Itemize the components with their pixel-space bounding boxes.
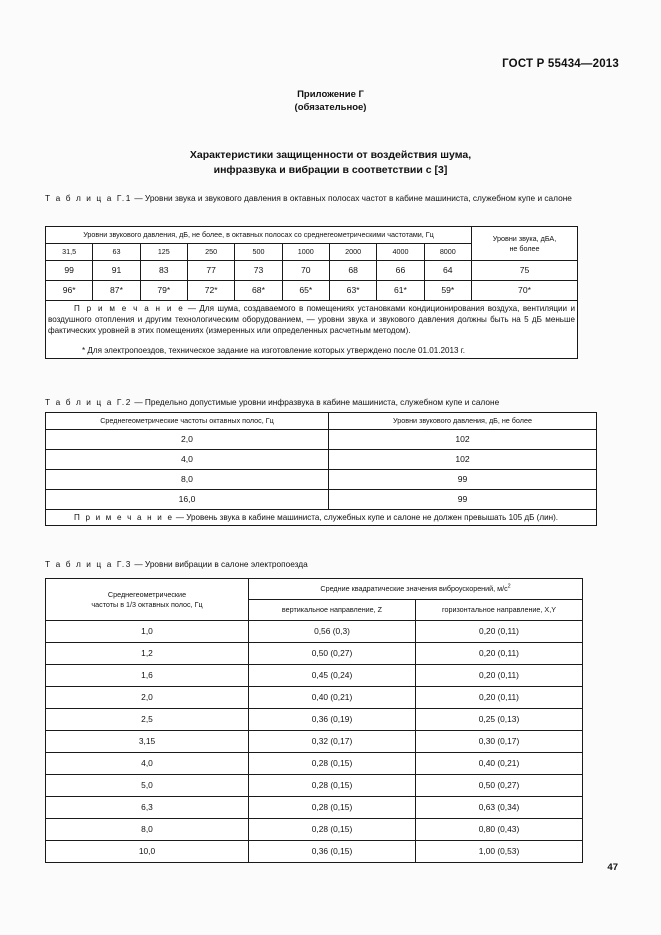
- annex-status: (обязательное): [294, 102, 367, 113]
- table-g3-caption-text: — Уровни вибрации в салоне электропоезда: [132, 559, 308, 569]
- table-g3-r9-horizontal: 0,80 (0,43): [416, 819, 583, 841]
- table-g3-col3-header: горизонтальное направление, X,Y: [416, 600, 583, 621]
- table-g3-r1-horizontal: 0,20 (0,11): [416, 643, 583, 665]
- table-g3-r4-vertical: 0,36 (0,19): [249, 709, 416, 731]
- annex-title: [60, 148, 601, 178]
- table-g1-sound-level-header-line-2: не более: [509, 243, 540, 253]
- table-g1-freq-250: 250: [187, 244, 234, 261]
- table-row: [46, 841, 583, 863]
- table-g1-r1-c4: 68*: [235, 281, 282, 301]
- table-row: [46, 709, 583, 731]
- table-g1-r0-c8: 64: [424, 261, 471, 281]
- table-g2-r1-frequency: 4,0: [46, 450, 329, 470]
- table-g1-caption-text: — Уровни звука и звукового давления в октавных полосах частот в кабине машиниста, служебном купе и салоне: [132, 193, 572, 203]
- table-g2: [45, 412, 597, 526]
- table-row: [46, 731, 583, 753]
- table-g3-header-row-1: [46, 579, 583, 600]
- table-g3-col1-header-line-1: Среднегеометрические: [107, 589, 187, 599]
- table-g3-r7-vertical: 0,28 (0,15): [249, 775, 416, 797]
- table-g2-header-row: [46, 413, 597, 430]
- table-g1-r1-c6: 63*: [329, 281, 376, 301]
- table-g1-sound-level-header-line-1: Уровни звука, дБА,: [492, 233, 557, 243]
- table-row: [46, 261, 578, 281]
- table-g3-r10-frequency: 10,0: [46, 841, 249, 863]
- table-g3-r2-horizontal: 0,20 (0,11): [416, 665, 583, 687]
- table-row: [46, 430, 597, 450]
- table-g3-r7-horizontal: 0,50 (0,27): [416, 775, 583, 797]
- table-g2-note-label: П р и м е ч а н и е: [74, 513, 174, 522]
- table-row: [46, 819, 583, 841]
- table-g3-r6-frequency: 4,0: [46, 753, 249, 775]
- table-g2-note-paragraph: [48, 512, 594, 523]
- table-g3-group-header: [249, 579, 583, 600]
- table-row: [46, 281, 578, 301]
- table-g1-r1-c7: 61*: [377, 281, 424, 301]
- table-g2-r1-level: 102: [329, 450, 597, 470]
- table-g1-r0-c1: 91: [93, 261, 140, 281]
- table-g2-caption-text: — Предельно допустимые уровни инфразвука в кабине машиниста, служебном купе и салоне: [132, 397, 500, 407]
- table-g2-r3-level: 99: [329, 490, 597, 510]
- table-g3-col1-header: [46, 579, 249, 621]
- table-g3-r2-vertical: 0,45 (0,24): [249, 665, 416, 687]
- table-g2-r0-frequency: 2,0: [46, 430, 329, 450]
- table-row: [46, 470, 597, 490]
- table-g1-r1-c1: 87*: [93, 281, 140, 301]
- table-g2-r2-level: 99: [329, 470, 597, 490]
- table-row: [46, 665, 583, 687]
- table-g1-r0-c0: 99: [46, 261, 93, 281]
- table-g3-r9-vertical: 0,28 (0,15): [249, 819, 416, 841]
- table-g3-r1-frequency: 1,2: [46, 643, 249, 665]
- table-row: [46, 797, 583, 819]
- table-g3-r8-frequency: 6,3: [46, 797, 249, 819]
- table-g1-r0-sound-level: 75: [472, 261, 578, 281]
- standard-number-header: ГОСТ Р 55434—2013: [502, 58, 619, 70]
- table-g2-r2-frequency: 8,0: [46, 470, 329, 490]
- table-row: [46, 450, 597, 470]
- table-g2-note: [46, 510, 597, 526]
- table-g1: [45, 226, 578, 359]
- table-g3-caption: [45, 558, 585, 571]
- annex-title-line-1: Характеристики защищенности от воздействия шума,: [189, 149, 472, 161]
- table-g1-freq-31-5: 31,5: [46, 244, 93, 261]
- table-row: [46, 643, 583, 665]
- table-g3-r3-vertical: 0,40 (0,21): [249, 687, 416, 709]
- annex-title-line-2: инфразвука и вибрации в соответствии с [3]: [213, 164, 448, 176]
- table-g3-r7-frequency: 5,0: [46, 775, 249, 797]
- table-g1-freq-63: 63: [93, 244, 140, 261]
- table-g1-sound-level-header: [472, 227, 578, 261]
- table-g3-r3-horizontal: 0,20 (0,11): [416, 687, 583, 709]
- table-g3-r4-frequency: 2,5: [46, 709, 249, 731]
- table-g1-note-row: [46, 301, 578, 359]
- table-g3-r5-horizontal: 0,30 (0,17): [416, 731, 583, 753]
- table-g1-r0-c4: 73: [235, 261, 282, 281]
- table-g3-r8-vertical: 0,28 (0,15): [249, 797, 416, 819]
- annex-label: Приложение Г: [297, 89, 364, 100]
- table-g3-r8-horizontal: 0,63 (0,34): [416, 797, 583, 819]
- table-g1-header-row-1: [46, 227, 578, 244]
- table-row: [46, 753, 583, 775]
- table-g1-r1-sound-level: 70*: [472, 281, 578, 301]
- table-g3-r1-vertical: 0,50 (0,27): [249, 643, 416, 665]
- table-g2-caption: [45, 396, 585, 409]
- table-g1-r1-c3: 72*: [187, 281, 234, 301]
- table-g3-r0-frequency: 1,0: [46, 621, 249, 643]
- table-g1-freq-2000: 2000: [329, 244, 376, 261]
- table-row: [46, 621, 583, 643]
- table-g3-r0-horizontal: 0,20 (0,11): [416, 621, 583, 643]
- table-g1-r0-c3: 77: [187, 261, 234, 281]
- table-g1-note-label: П р и м е ч а н и е: [74, 304, 185, 313]
- table-g1-r0-c7: 66: [377, 261, 424, 281]
- table-row: [46, 490, 597, 510]
- table-g3-r5-frequency: 3,15: [46, 731, 249, 753]
- table-g3-r2-frequency: 1,6: [46, 665, 249, 687]
- table-g3-r6-horizontal: 0,40 (0,21): [416, 753, 583, 775]
- table-g1-freq-1000: 1000: [282, 244, 329, 261]
- table-g1-r1-c5: 65*: [282, 281, 329, 301]
- table-g1-note-paragraph: [48, 303, 575, 336]
- table-g1-r0-c5: 70: [282, 261, 329, 281]
- table-g3-r0-vertical: 0,56 (0,3): [249, 621, 416, 643]
- table-g1-footnote: * Для электропоездов, техническое задание на изготовление которых утверждено после 01.01.2013 г.: [82, 346, 465, 355]
- table-row: [46, 687, 583, 709]
- table-g3-col2-header: вертикальное направление, Z: [249, 600, 416, 621]
- table-g3-r9-frequency: 8,0: [46, 819, 249, 841]
- table-g3-r3-frequency: 2,0: [46, 687, 249, 709]
- table-g3-r4-horizontal: 0,25 (0,13): [416, 709, 583, 731]
- table-g3-col1-header-line-2: частоты в 1/3 октавных полос, Гц: [91, 599, 203, 609]
- table-g3-caption-lead: Т а б л и ц а Г.3: [45, 559, 133, 569]
- page-number: 47: [607, 862, 618, 873]
- table-g1-r1-c8: 59*: [424, 281, 471, 301]
- table-g1-freq-125: 125: [140, 244, 187, 261]
- table-g3-r10-vertical: 0,36 (0,15): [249, 841, 416, 863]
- table-g2-col1-header: Среднегеометрические частоты октавных полос, Гц: [46, 413, 329, 430]
- table-g3-r10-horizontal: 1,00 (0,53): [416, 841, 583, 863]
- table-g2-r0-level: 102: [329, 430, 597, 450]
- table-g1-note: [46, 301, 578, 359]
- table-g1-freq-4000: 4000: [377, 244, 424, 261]
- annex-block: [0, 88, 661, 114]
- table-g1-note-text: — Для шума, создаваемого в помещениях установками кондиционирования воздуха, вентиляции и воздушного отопления и другим технологическим оборудованием, — уровни звука и звукового давления должны быть на 5 дБ меньше фактических уровней в этих помещениях (измеренных или определенных расчетным методом).: [48, 304, 576, 335]
- table-g1-group-header: Уровни звукового давления, дБ, не более, в октавных полосах со среднегеометрическими частотами, Гц: [46, 227, 472, 244]
- table-g3-r5-vertical: 0,32 (0,17): [249, 731, 416, 753]
- table-g1-r1-c0: 96*: [46, 281, 93, 301]
- table-g1-freq-500: 500: [235, 244, 282, 261]
- table-g3-group-header-text: Средние квадратические значения виброускорений, м/с: [320, 584, 508, 593]
- table-g1-caption: [45, 192, 580, 205]
- table-g3-r6-vertical: 0,28 (0,15): [249, 753, 416, 775]
- table-row: [46, 775, 583, 797]
- table-g3-group-header-exponent: 2: [507, 583, 511, 590]
- table-g1-r1-c2: 79*: [140, 281, 187, 301]
- table-g2-caption-lead: Т а б л и ц а Г.2: [45, 397, 133, 407]
- table-g3: [45, 578, 583, 863]
- table-g1-r0-c2: 83: [140, 261, 187, 281]
- table-g2-note-row: [46, 510, 597, 526]
- table-g1-caption-lead: Т а б л и ц а Г.1: [45, 193, 133, 203]
- table-g1-freq-8000: 8000: [424, 244, 471, 261]
- table-g2-col2-header: Уровни звукового давления, дБ, не более: [329, 413, 597, 430]
- table-g2-note-text: — Уровень звука в кабине машиниста, служебных купе и салоне не должен превышать 105 дБ (лин).: [173, 513, 559, 522]
- table-g1-r0-c6: 68: [329, 261, 376, 281]
- table-g2-r3-frequency: 16,0: [46, 490, 329, 510]
